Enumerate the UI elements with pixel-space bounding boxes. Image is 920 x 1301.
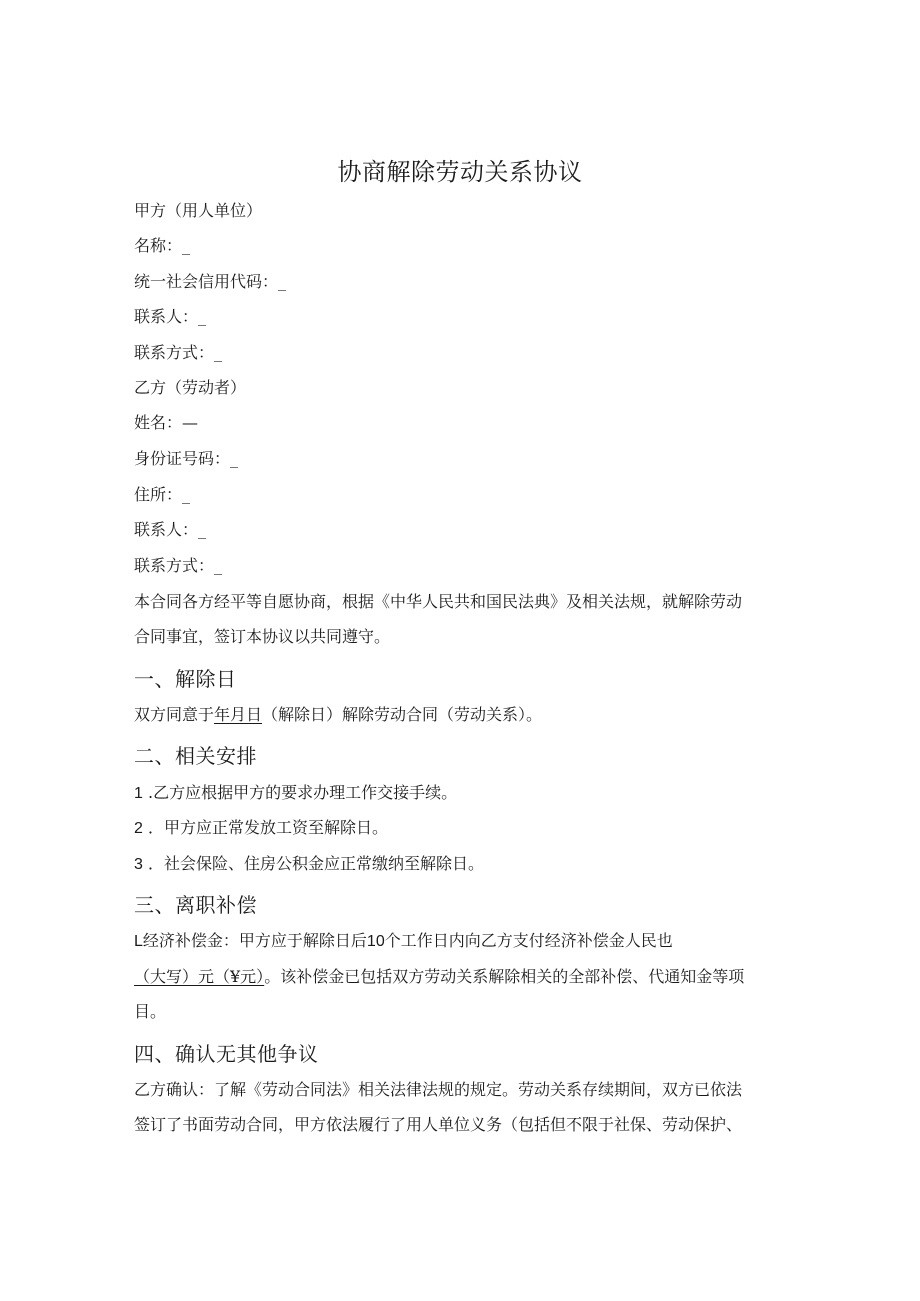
section-3-line-1-text: 经济补偿金：甲方应于解除日后 [142,931,367,950]
section-1-text-after: （解除日）解除劳动合同（劳动关系）。 [262,705,543,724]
party-b-id-number: 身份证号码：_ [134,449,239,468]
section-3-heading: 三、离职补偿 [134,893,257,917]
party-b-name: 姓名：— [134,413,199,432]
section-2-item-1-number: 1 [134,785,143,802]
section-1-heading: 一、解除日 [134,667,237,691]
party-a-credit-code: 统一社会信用代码：_ [134,272,287,291]
section-3-amount-blank: （大写）元（¥元） [134,967,265,986]
section-3-line-2 [134,965,744,989]
section-2-heading: 二、相关安排 [134,744,257,768]
party-a-contact-person: 联系人：_ [134,307,207,326]
section-1-text [134,703,542,727]
preamble-line-2: 合同事宜，签订本协议以共同遵守。 [134,627,391,646]
section-4-line-1: 乙方确认：了解《劳动合同法》相关法律法规的规定。劳动关系存续期间，双方已依法 [134,1080,743,1099]
party-a-name: 名称：_ [134,236,191,255]
party-b-address: 住所：_ [134,485,191,504]
section-3-line-1-prefix: L [134,933,143,950]
section-2-item-3-text: ．社会保险、住房公积金应正常缴纳至解除日。 [142,854,484,873]
party-b-contact-method: 联系方式：_ [134,556,223,575]
section-3-line-1-rest: 个工作日内向乙方支付经济补偿金人民也 [384,931,673,950]
party-b-contact-person: 联系人：_ [134,520,207,539]
section-2-item-2 [134,816,388,841]
section-4-heading: 四、确认无其他争议 [134,1042,319,1066]
party-a-header: 甲方（用人单位） [134,201,263,220]
section-2-item-2-number: 2 [134,820,143,837]
section-3-line-2-rest: 。该补偿金已包括双方劳动关系解除相关的全部补偿、代通知金等项 [264,967,745,986]
section-2-item-1 [134,781,457,806]
section-2-item-3 [134,852,484,877]
party-a-contact-method: 联系方式：_ [134,343,223,362]
section-4-line-2: 签订了书面劳动合同，甲方依法履行了用人单位义务（包括但不限于社保、劳动保护、 [134,1115,743,1134]
section-2-item-3-number: 3 [134,856,143,873]
section-3-line-1 [134,929,673,954]
party-b-header: 乙方（劳动者） [134,378,247,397]
section-3-line-3: 目。 [134,1002,167,1021]
section-3-line-1-days: 10 [366,933,385,950]
section-2-item-1-text: .乙方应根据甲方的要求办理工作交接手续。 [142,783,458,802]
section-1-date-blank: 年月日 [214,705,263,724]
section-1-text-before: 双方同意于 [134,705,215,724]
section-2-item-2-text: ．甲方应正常发放工资至解除日。 [142,818,388,837]
preamble-line-1: 本合同各方经平等自愿协商，根据《中华人民共和国民法典》及相关法规，就解除劳动 [134,592,743,611]
document-title: 协商解除劳动关系协议 [337,158,583,186]
